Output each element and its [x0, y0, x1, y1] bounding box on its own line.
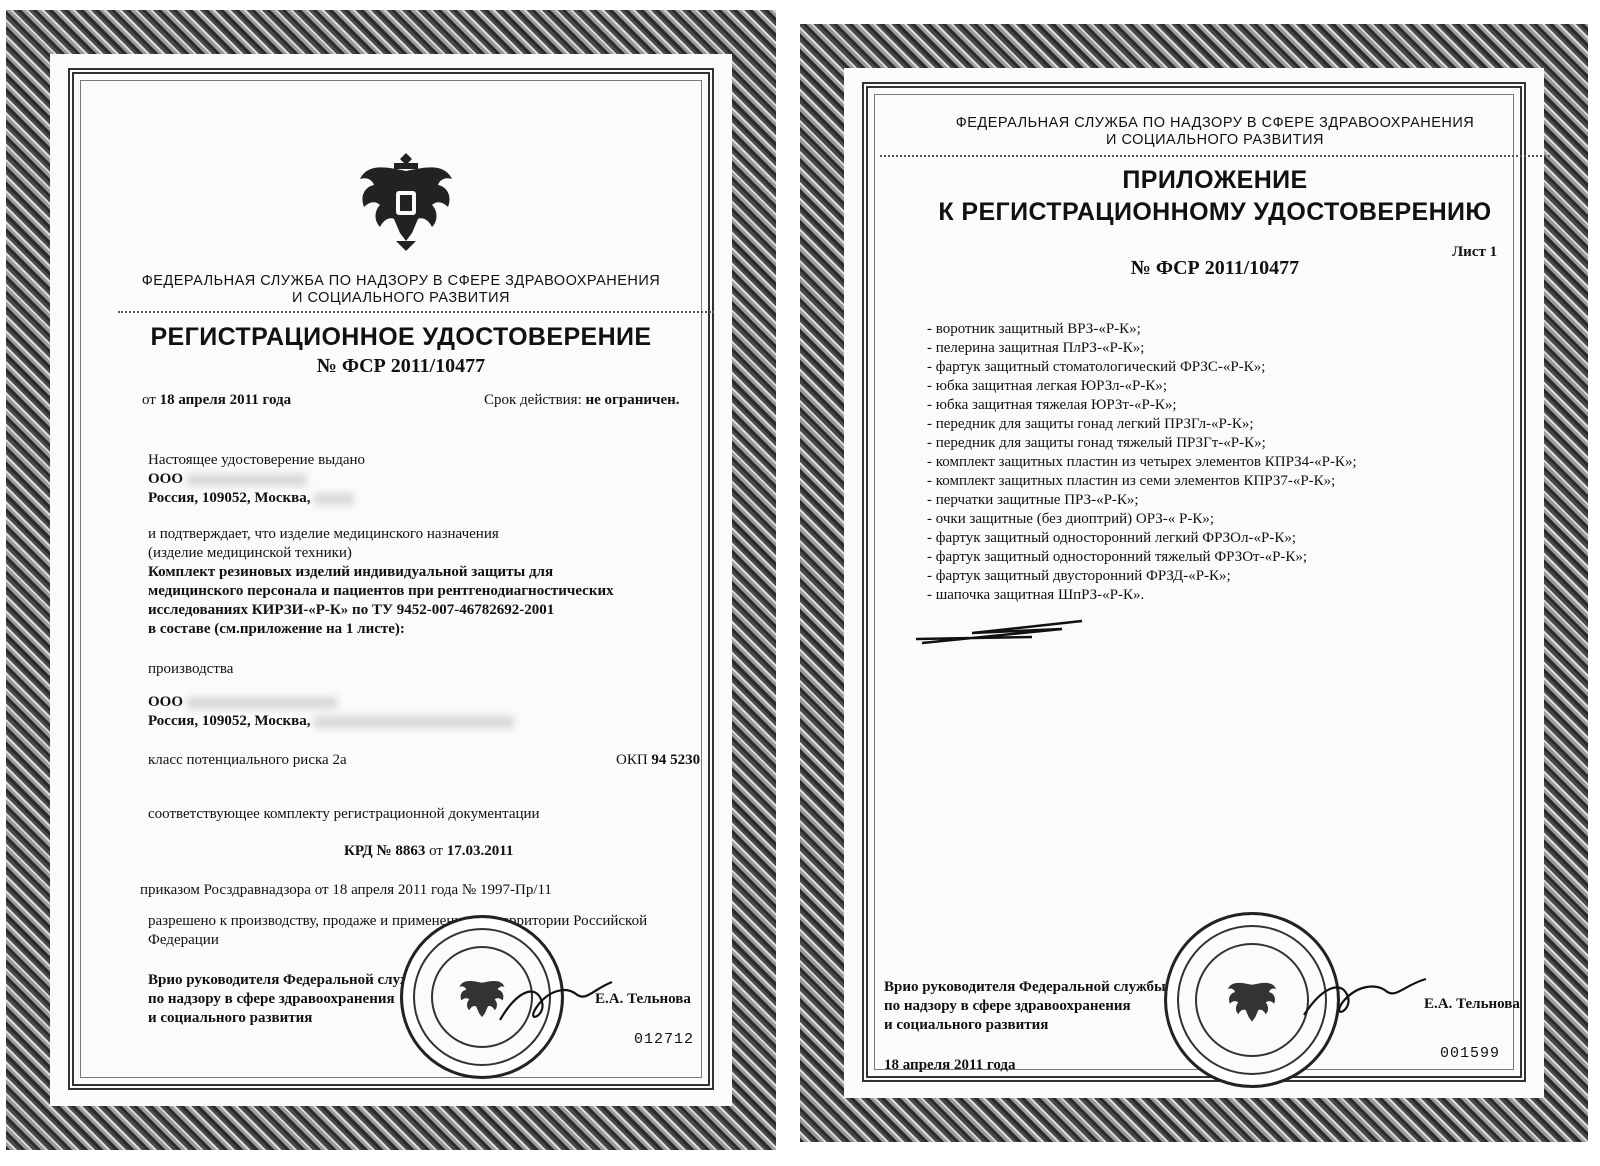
product-line3: исследованиях КИРЗИ-«Р-К» по ТУ 9452-007-46782692-2001	[148, 602, 555, 618]
org2-prefix: ООО	[148, 694, 184, 710]
serial-number: 012712	[634, 1031, 695, 1048]
product-line1: Комплект резиновых изделий индивидуальной защиты для	[148, 564, 554, 580]
list-item: - фартук защитный односторонний тяжелый ФРЗОт-«Р-К»;	[927, 549, 1308, 565]
org1-address-text: Россия, 109052, Москва,	[148, 490, 311, 506]
redacted-address1	[314, 493, 354, 505]
production-label: производства	[148, 661, 234, 677]
redacted-org1	[187, 474, 307, 486]
okp-code	[616, 751, 700, 770]
okp-label: ОКП	[616, 752, 648, 768]
list-item: - комплект защитных пластин из семи элементов КПРЗ7-«Р-К»;	[927, 473, 1336, 489]
krd-from: от	[429, 843, 443, 859]
serial-number: 001599	[1440, 1045, 1501, 1062]
product-line2: медицинского персонала и пациентов при рентгенодиагностических	[148, 583, 614, 599]
org2-address	[148, 712, 514, 731]
list-item: - передник для защиты гонад легкий ПРЗГл-«Р-К»;	[927, 416, 1254, 432]
product-line4: в составе (см.приложение на 1 листе):	[148, 621, 405, 637]
signer-name: Е.А. Тельнова	[1424, 996, 1520, 1012]
signatory-line1: Врио руководителя Федеральной службы	[148, 972, 430, 988]
redacted-address2	[314, 716, 514, 728]
list-item: - юбка защитная легкая ЮРЗл-«Р-К»;	[927, 378, 1168, 394]
list-item: - воротник защитный ВРЗ-«Р-К»;	[927, 321, 1141, 337]
list-item: - шапочка защитная ШпРЗ-«Р-К».	[927, 587, 1145, 603]
list-item: - пелерина защитная ПлРЗ-«Р-К»;	[927, 340, 1145, 356]
divider	[880, 155, 1550, 157]
validity-label: Срок действия:	[484, 392, 582, 408]
seal-eagle-icon	[1225, 971, 1279, 1029]
list-item: - очки защитные (без диоптрий) ОРЗ-« Р-К»;	[927, 511, 1214, 527]
krd-line	[344, 842, 513, 861]
agency-name-line1: ФЕДЕРАЛЬНАЯ СЛУЖБА ПО НАДЗОРУ В СФЕРЕ ЗДРАВООХРАНЕНИЯ	[141, 273, 661, 289]
list-item: - фартук защитный односторонний легкий ФРЗОл-«Р-К»;	[927, 530, 1296, 546]
list-item: - перчатки защитные ПРЗ-«Р-К»;	[927, 492, 1139, 508]
coat-of-arms-icon	[356, 145, 456, 255]
validity-value: не ограничен.	[585, 392, 680, 408]
appendix-date: 18 апреля 2011 года	[884, 1057, 1016, 1073]
confirms-line1: и подтверждает, что изделие медицинского назначения	[148, 526, 499, 542]
agency-name-line2: И СОЦИАЛЬНОГО РАЗВИТИЯ	[292, 290, 510, 306]
list-item: - фартук защитный двусторонний ФРЗД-«Р-К»;	[927, 568, 1231, 584]
redacted-org2	[187, 697, 337, 709]
signatory-line3: и социального развития	[884, 1017, 1049, 1033]
org1-name	[148, 470, 307, 489]
sheet-label: Лист 1	[1452, 244, 1498, 260]
signer-name: Е.А. Тельнова	[595, 991, 691, 1007]
document-title: РЕГИСТРАЦИОННОЕ УДОСТОВЕРЕНИЕ	[150, 323, 652, 351]
list-terminator-scribble	[912, 609, 1092, 649]
agency-name-line1: ФЕДЕРАЛЬНАЯ СЛУЖБА ПО НАДЗОРУ В СФЕРЕ ЗДРАВООХРАНЕНИЯ	[955, 115, 1475, 131]
divider	[118, 311, 714, 313]
list-item: - передник для защиты гонад тяжелый ПРЗГт-«Р-К»;	[927, 435, 1266, 451]
krd-prefix: КРД №	[344, 843, 392, 859]
krd-number: 8863	[395, 843, 426, 859]
product-list	[927, 320, 1357, 605]
order-line: приказом Росздравнадзора от 18 апреля 2011 года № 1997-Пр/11	[140, 882, 552, 898]
validity	[484, 391, 680, 410]
org2-name	[148, 693, 337, 712]
signatory-line3: и социального развития	[148, 1010, 313, 1026]
confirms-line2: (изделие медицинской техники)	[148, 545, 352, 561]
certificate-appendix-page	[800, 24, 1588, 1142]
agency-name-line2: И СОЦИАЛЬНОГО РАЗВИТИЯ	[1106, 132, 1324, 148]
risk-class: класс потенциального риска 2а	[148, 752, 347, 768]
date-value: 18 апреля 2011 года	[159, 392, 292, 408]
org1-address	[148, 489, 354, 508]
conforms-text: соответствующее комплекту регистрационной документации	[148, 806, 540, 822]
krd-date: 17.03.2011	[446, 843, 514, 859]
permitted-line1: разрешено к производству, продаже и применению на территории Российской	[148, 913, 648, 929]
certificate-number: № ФСР 2011/10477	[1130, 257, 1300, 279]
permitted-line2: Федерации	[148, 932, 219, 948]
signature	[1300, 969, 1430, 1029]
appendix-title-line2: К РЕГИСТРАЦИОННОМУ УДОСТОВЕРЕНИЮ	[938, 198, 1492, 226]
issued-to-label: Настоящее удостоверение выдано	[148, 452, 366, 468]
registration-certificate-page	[6, 10, 776, 1150]
appendix-title-line1: ПРИЛОЖЕНИЕ	[1122, 166, 1308, 194]
okp-value: 94 5230	[651, 752, 701, 768]
signatory-line2: по надзору в сфере здравоохранения	[148, 991, 395, 1007]
org2-address-text: Россия, 109052, Москва,	[148, 713, 311, 729]
signatory-line1: Врио руководителя Федеральной службы	[884, 979, 1166, 995]
list-item: - фартук защитный стоматологический ФРЗС-«Р-К»;	[927, 359, 1266, 375]
org1-prefix: ООО	[148, 471, 184, 487]
issue-date	[142, 391, 291, 410]
list-item: - юбка защитная тяжелая ЮРЗт-«Р-К»;	[927, 397, 1177, 413]
list-item: - комплект защитных пластин из четырех элементов КПРЗ4-«Р-К»;	[927, 454, 1357, 470]
date-prefix: от	[142, 392, 156, 408]
certificate-number: № ФСР 2011/10477	[316, 355, 486, 377]
signatory-line2: по надзору в сфере здравоохранения	[884, 998, 1131, 1014]
